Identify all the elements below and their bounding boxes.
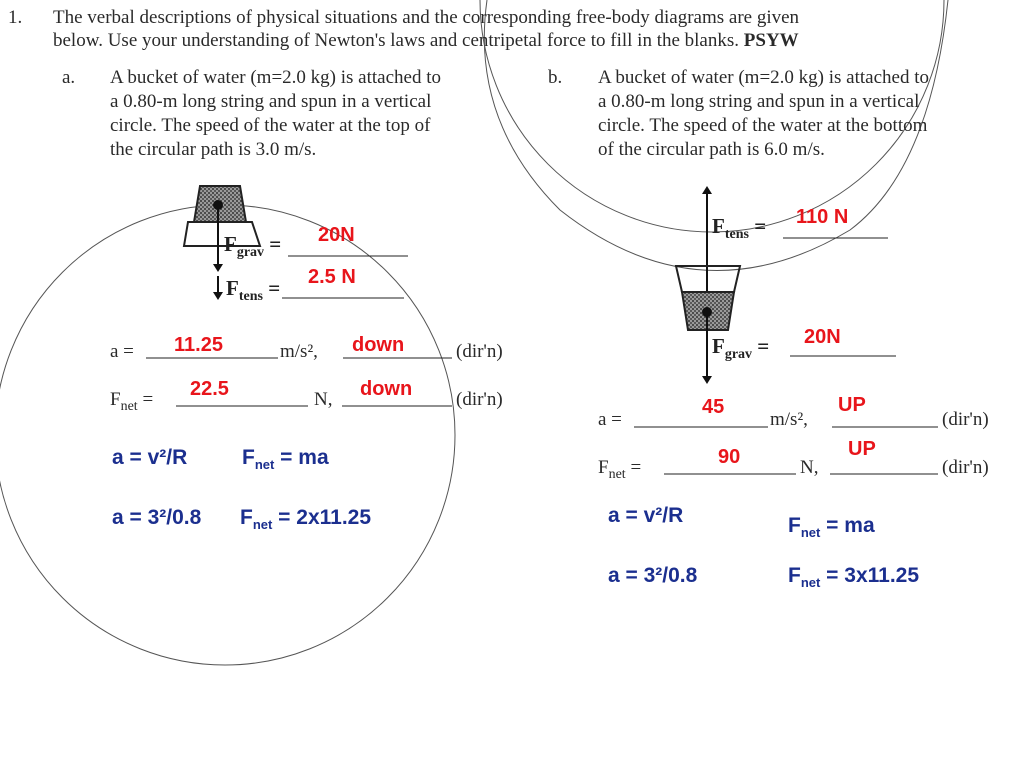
annotation-circle-left: [0, 205, 455, 665]
part-b-line-4: of the circular path is 6.0 m/s.: [598, 139, 825, 160]
part-b-line-3: circle. The speed of the water at the bottom: [598, 115, 928, 136]
part-a-work-eq2: [242, 446, 329, 472]
part-b-work-eq3: a = 3²/0.8: [608, 564, 698, 587]
part-a-work-eq4-post: = 2x11.25: [278, 506, 372, 529]
part-a-fnet-sub: net: [120, 398, 138, 414]
part-b-a-answer: 45: [702, 396, 725, 418]
part-a-line-4: the circular path is 3.0 m/s.: [110, 139, 317, 160]
part-b-a-dir-answer: UP: [838, 394, 866, 416]
part-b-fgrav-label: $F_{grav}$ =: [712, 334, 770, 363]
part-a-fnet-dirn: (dir'n): [456, 389, 503, 410]
part-b-line-1: A bucket of water (m=2.0 kg) is attached to: [598, 67, 929, 88]
part-a-work-eq4-sub: net: [252, 517, 273, 533]
part-b-fnet-answer: 90: [718, 446, 741, 468]
question-line-2: [53, 29, 799, 53]
question-number: 1.: [8, 7, 23, 28]
part-b-fnet-prefix: [598, 456, 641, 487]
part-a-line-1: A bucket of water (m=2.0 kg) is attached to: [110, 67, 441, 88]
part-b-work-eq4-post: = 3x11.25: [826, 564, 920, 587]
part-a-ftens-sub: tens: [238, 289, 263, 305]
part-a-a-dir-answer: down: [352, 334, 405, 356]
part-b-fnet-unit: N,: [800, 457, 819, 478]
part-b-a-dirn: (dir'n): [942, 409, 989, 430]
part-b-fnet-f: F: [598, 457, 609, 478]
part-b-work-eq4-sub: net: [800, 575, 821, 591]
part-a-ftens-answer: 2.5 N: [308, 266, 356, 288]
part-a-work-eq2-post: = ma: [280, 446, 329, 469]
part-a-ftens-label: $F_{tens}$ =: [226, 276, 281, 305]
part-a-work-eq2-f: F: [242, 446, 255, 469]
part-a-ftens-f: F: [226, 276, 239, 300]
part-a-a-dirn: (dir'n): [456, 341, 503, 362]
psyw-label: PSYW: [743, 30, 799, 51]
part-a-work-eq4: [240, 506, 371, 532]
part-a-work-eq4-f: F: [240, 506, 253, 529]
part-a-fnet-eq: =: [142, 389, 154, 410]
part-b-ftens-label: $F_{tens}$ =: [712, 214, 767, 243]
part-b-fnet-dir-answer: UP: [848, 438, 876, 460]
part-b-fgrav-answer: 20N: [804, 326, 841, 348]
part-a-work-eq1: a = v²/R: [112, 446, 188, 469]
part-a-line-3: circle. The speed of the water at the top of: [110, 115, 431, 136]
part-a-fnet-prefix: [110, 388, 153, 419]
part-a-fgrav-label: $F_{grav}$ =: [224, 232, 282, 261]
part-a-fgrav-answer: 20N: [318, 224, 355, 246]
question-line-2-text: below. Use your understanding of Newton's laws and centripetal force to fill in the blanks.: [53, 30, 740, 51]
part-a-fnet-f: F: [110, 389, 121, 410]
part-b-ftens-sub: tens: [724, 227, 749, 243]
part-a-fnet-unit: N,: [314, 389, 333, 410]
part-b-fnet-dirn: (dir'n): [942, 457, 989, 478]
part-b-letter: b.: [548, 67, 563, 88]
part-a-line-2: a 0.80-m long string and spun in a vertical: [110, 91, 432, 112]
part-a-a-unit: m/s²,: [280, 341, 318, 362]
part-b-work-eq2: [788, 514, 875, 540]
part-a-a-answer: 11.25: [174, 334, 223, 356]
part-a-fgrav-f: F: [224, 232, 237, 256]
part-b-line-2: a 0.80-m long string and spun in a vertical: [598, 91, 920, 112]
part-b-a-unit: m/s²,: [770, 409, 808, 430]
part-a-work-eq2-sub: net: [254, 457, 275, 473]
part-a-work-eq3: a = 3²/0.8: [112, 506, 202, 529]
question-line-1: The verbal descriptions of physical situations and the corresponding free-body diagrams are given: [53, 7, 800, 28]
part-b-fnet-sub: net: [608, 466, 626, 482]
part-b-fgrav-sub: grav: [724, 347, 753, 363]
part-b-work-eq2-sub: net: [800, 525, 821, 541]
part-b-work-eq4: [788, 564, 919, 590]
part-a-a-prefix: a =: [110, 341, 134, 362]
part-b-work-eq2-post: = ma: [826, 514, 875, 537]
part-b-ftens-f: F: [712, 214, 725, 238]
part-a-letter: a.: [62, 67, 76, 88]
part-b-fnet-eq: =: [630, 457, 642, 478]
part-b-work-eq1: a = v²/R: [608, 504, 684, 527]
part-b-ftens-answer: 110 N: [796, 206, 849, 228]
part-b-work-eq4-f: F: [788, 564, 801, 587]
part-b-a-prefix: a =: [598, 409, 622, 430]
part-a-fgrav-sub: grav: [236, 245, 265, 261]
part-a-fnet-answer: 22.5: [190, 378, 229, 400]
part-b-fgrav-f: F: [712, 334, 725, 358]
part-a-fnet-dir-answer: down: [360, 378, 413, 400]
part-b-work-eq2-f: F: [788, 514, 801, 537]
